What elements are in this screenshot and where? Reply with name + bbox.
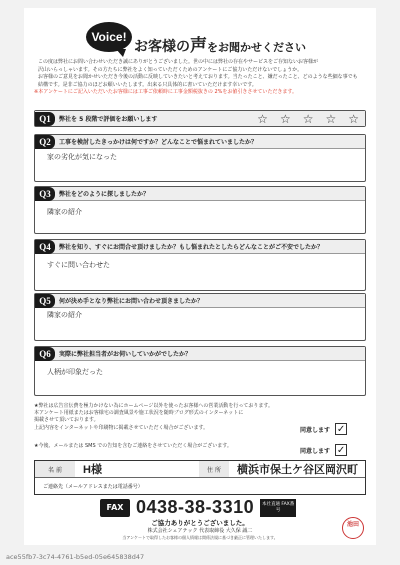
intro-line-4: 結構です。是非ご協力のほどお願いいたします。出来る只具体的に書いていただけます幸いです。	[38, 81, 257, 88]
question-3-number: Q3	[35, 187, 55, 201]
fax-block	[100, 497, 296, 518]
agree-1-checkbox[interactable]: ✓	[336, 423, 346, 435]
name-address-row	[35, 461, 365, 478]
question-5-text: 何が決め手となり弊社にお問い合わせ頂きましたか？	[59, 298, 204, 305]
question-6	[34, 346, 366, 396]
question-4-answer[interactable]: すぐに問い合わせた	[47, 261, 110, 269]
question-5	[34, 293, 366, 341]
rating-stars[interactable]	[257, 112, 359, 126]
question-4-header	[35, 240, 365, 254]
intro-line-1: この度は弊社にお問い合わせいただき誠にありがとうございました。世の中には弊社の存在やサービスをご存知ないお客様が	[38, 59, 319, 65]
contact-label: ご連絡先（メールアドレスまたは電話番号）	[43, 484, 143, 490]
customer-info	[34, 460, 366, 495]
question-2-answer[interactable]: 家の劣化が気になった	[47, 153, 117, 161]
thanks-text: ご協力ありがとうございました。	[151, 519, 249, 527]
title-part-b: 声	[190, 36, 207, 56]
consent-line-1: ★弊社は広告宣伝費を極力かけない為にホームページ以外を使ったお客様への営業活動を行っております。	[34, 403, 273, 409]
name-value[interactable]: H様	[83, 464, 102, 476]
question-2-number: Q2	[35, 135, 55, 149]
question-6-answer[interactable]: 人柄が印象だった	[47, 368, 103, 376]
fax-number: 0438-38-3310	[136, 497, 255, 517]
intro-text	[34, 59, 364, 97]
discount-note: ※本アンケートにご記入いただいたお客様には工事ご依頼時に工事金額税抜きの 2%をお値引きさせていただきます。	[34, 89, 298, 96]
intro-line-3: お客様のご意見をお聞かせいただき今後の活動に反映していきたいと考えております。当たったこと、嫌だったこと、どのような些細な事でも	[38, 74, 358, 81]
agree-2-label: 同意します	[300, 447, 331, 455]
star-3-icon[interactable]: ☆	[302, 112, 314, 126]
intro-line-2: 沢山いらっしゃいます。その方たちに弊社をよく知っていただくためのアンケートにご協力いただけないでしょうか。	[38, 66, 303, 73]
question-2	[34, 134, 366, 182]
consent-agree-1	[300, 423, 347, 435]
star-2-icon[interactable]: ☆	[279, 112, 291, 126]
question-1-header	[35, 111, 365, 126]
fax-direct-label: 本社直通 FAX番号	[260, 499, 296, 517]
company-name: 株式会社シェアテック 代表取締役 大久保 誠二	[147, 528, 253, 534]
consent-agree-2	[300, 444, 347, 456]
voice-badge: Voice!	[86, 22, 132, 52]
agree-1-label: 同意します	[300, 426, 331, 434]
privacy-note: 当アンケートで取得したお客様の個人情報は関係法規に基づき厳正に管理いたします。	[122, 535, 278, 540]
question-1-text: 弊社を 5 段階で評価をお願いします	[59, 116, 158, 123]
personal-seal: 池田	[342, 517, 364, 539]
question-4-text: 弊社を知り、すぐにお問合せ頂けましたか？もし悩まれたとしたらどんなことがご不安でしたか？	[59, 244, 324, 251]
title-part-c: をお聞かせください	[207, 41, 306, 54]
question-3	[34, 186, 366, 234]
question-5-answer[interactable]: 隣家の紹介	[47, 311, 82, 319]
question-6-text: 実際に弊社担当者がお伺いしていかがでしたか？	[59, 351, 192, 358]
address-label: 住 所	[199, 461, 229, 477]
page-title	[134, 31, 306, 56]
contact-row[interactable]	[35, 478, 365, 495]
star-1-icon[interactable]: ☆	[257, 112, 268, 126]
question-6-number: Q6	[35, 347, 55, 361]
question-5-number: Q5	[35, 294, 55, 308]
address-value[interactable]: 横浜市保土ケ谷区岡沢町	[237, 464, 358, 476]
question-3-answer[interactable]: 隣家の紹介	[47, 208, 82, 216]
consent-line-2: 本アンケート用紙またはお客様宅の調査風景や施工状況を随時ブログ形式のインターネットに	[34, 410, 244, 417]
question-5-header	[35, 294, 365, 308]
question-4-number: Q4	[35, 240, 55, 254]
title-part-a: お客様の	[134, 39, 190, 55]
star-5-icon[interactable]: ☆	[348, 112, 359, 126]
question-3-header	[35, 187, 365, 201]
agree-2-checkbox[interactable]: ✓	[336, 444, 346, 456]
question-6-header	[35, 347, 365, 361]
question-1-number: Q1	[35, 112, 55, 126]
consent-line-5: ★今後、メールまたは SMS での告知を含むご連絡をさせていただく場合がございます。	[34, 443, 232, 449]
question-4	[34, 239, 366, 291]
question-3-text: 弊社をどのように探しましたか？	[59, 191, 150, 198]
question-2-text: 工事を検討したきっかけは何ですか？どんなことで悩まれていましたか？	[59, 139, 258, 146]
fax-icon: FAX	[100, 499, 130, 517]
name-label: 名 前	[35, 461, 75, 477]
image-id: ace55fb7-3c74-4761-b5ed-05e645838d47	[6, 553, 145, 561]
star-4-icon[interactable]: ☆	[325, 112, 337, 126]
consent-line-3: 掲載させて頂いております。	[34, 417, 99, 424]
consent-line-4: 上記内容をインターネットや印刷物に掲載させていただく場合がございます。	[34, 424, 209, 431]
question-2-header	[35, 135, 365, 149]
question-1	[34, 110, 366, 127]
